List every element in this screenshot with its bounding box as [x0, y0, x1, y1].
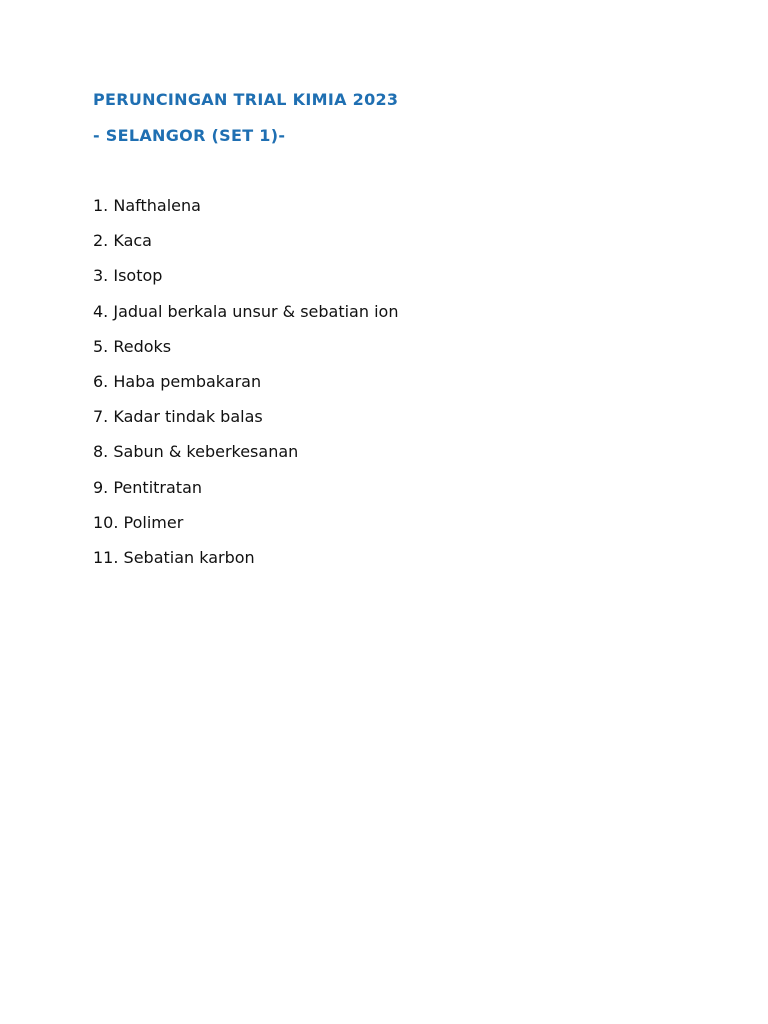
topic-item: 5. Redoks: [93, 336, 172, 356]
topic-item: 4. Jadual berkala unsur & sebatian ion: [93, 301, 399, 321]
topic-item: 2. Kaca: [93, 231, 152, 251]
topic-item: 3. Isotop: [93, 266, 163, 286]
document-subtitle: - SELANGOR (SET 1)-: [93, 126, 286, 145]
document-title: PERUNCINGAN TRIAL KIMIA 2023: [93, 90, 399, 109]
topic-item: 10. Polimer: [93, 512, 184, 532]
topic-item: 8. Sabun & keberkesanan: [93, 442, 299, 462]
topic-item: 9. Pentitratan: [93, 477, 203, 497]
topic-item: 6. Haba pembakaran: [93, 371, 262, 391]
topic-list: [93, 196, 398, 583]
topic-item: 11. Sebatian karbon: [93, 547, 255, 567]
topic-item: 1. Nafthalena: [93, 196, 201, 215]
topic-item: 7. Kadar tindak balas: [93, 407, 263, 427]
